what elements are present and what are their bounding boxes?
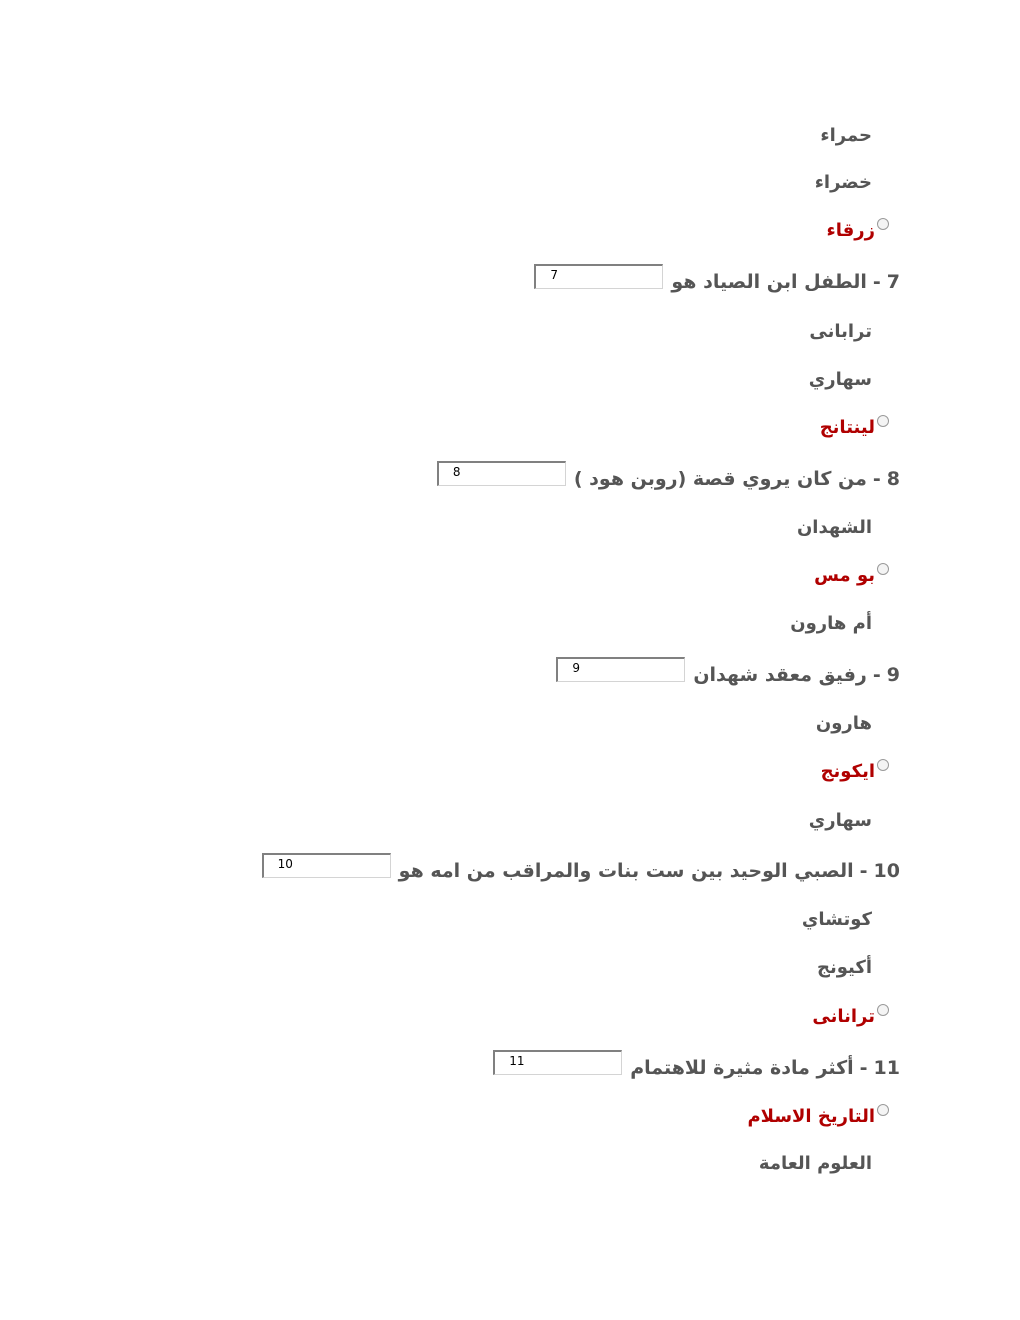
question-text: من كان يروي قصة (روبن هود ): [573, 468, 867, 490]
radio-button[interactable]: [877, 218, 889, 230]
radio-button[interactable]: [877, 1104, 889, 1116]
option-label: زرقاء: [826, 219, 875, 241]
answer-input[interactable]: 8: [437, 461, 566, 486]
radio-button[interactable]: [877, 759, 889, 771]
option-label: هارون: [815, 712, 872, 734]
question-separator: -: [859, 1057, 868, 1079]
option-label: ايكونج: [820, 760, 875, 782]
q10-option-3-correct[interactable]: [812, 996, 889, 1036]
question-9: [556, 655, 900, 695]
answer-input[interactable]: 11: [493, 1050, 622, 1075]
question-text: الطفل ابن الصياد هو: [671, 271, 867, 293]
question-separator: -: [859, 860, 868, 882]
option-label: الشهدان: [796, 516, 872, 538]
q8-option-1: [797, 507, 872, 547]
option-label: التاريخ الاسلام: [747, 1105, 875, 1127]
answer-input[interactable]: 7: [534, 264, 663, 289]
question-text: الصبي الوحيد بين ست بنات والمراقب من امه هو: [398, 860, 854, 882]
q6-option-3-correct[interactable]: [827, 210, 889, 250]
question-7: [534, 262, 900, 302]
option-label: ترانانى: [812, 1005, 875, 1027]
question-number: 8: [886, 468, 900, 490]
option-label: سهاري: [808, 809, 872, 831]
q10-option-2: [817, 947, 872, 987]
question-separator: -: [872, 468, 881, 490]
question-separator: -: [872, 271, 881, 293]
q9-option-1: [816, 703, 872, 743]
radio-button[interactable]: [877, 1004, 889, 1016]
q9-option-3: [809, 800, 872, 840]
question-number: 9: [886, 664, 900, 686]
question-11: [493, 1048, 900, 1088]
q8-option-3: [790, 603, 872, 643]
option-label: لينتانج: [819, 416, 875, 438]
question-10: [262, 851, 900, 891]
q7-option-2: [809, 359, 872, 399]
answer-input[interactable]: 9: [556, 657, 685, 682]
answer-input[interactable]: 10: [262, 853, 391, 878]
option-label: ترابانى: [809, 320, 872, 342]
option-label: خضراء: [814, 171, 872, 193]
q7-option-3-correct[interactable]: [820, 407, 889, 447]
option-label: أكيونج: [816, 956, 872, 978]
question-text: رفيق معقد شهدان: [693, 664, 867, 686]
radio-button[interactable]: [877, 563, 889, 575]
option-label: سهاري: [808, 368, 872, 390]
q11-option-2: [759, 1143, 872, 1183]
q7-option-1: [809, 311, 872, 351]
question-number: 10: [873, 860, 900, 882]
option-label: حمراء: [820, 124, 872, 146]
q10-option-1: [802, 899, 872, 939]
option-label: بو مس: [814, 564, 875, 586]
radio-button[interactable]: [877, 415, 889, 427]
option-label: أم هارون: [790, 612, 872, 634]
q9-option-2-correct[interactable]: [821, 751, 889, 791]
option-label: كوتشاي: [801, 908, 872, 930]
question-8: [437, 459, 900, 499]
q11-option-1-correct[interactable]: [747, 1096, 889, 1136]
question-number: 7: [886, 271, 900, 293]
option-label: العلوم العامة: [758, 1152, 872, 1174]
question-text: أكثر مادة مثيرة للاهتمام: [630, 1057, 854, 1079]
question-number: 11: [873, 1057, 900, 1079]
question-separator: -: [872, 664, 881, 686]
q6-option-2: [815, 162, 872, 202]
q8-option-2-correct[interactable]: [814, 555, 889, 595]
q6-option-1: [820, 115, 872, 155]
